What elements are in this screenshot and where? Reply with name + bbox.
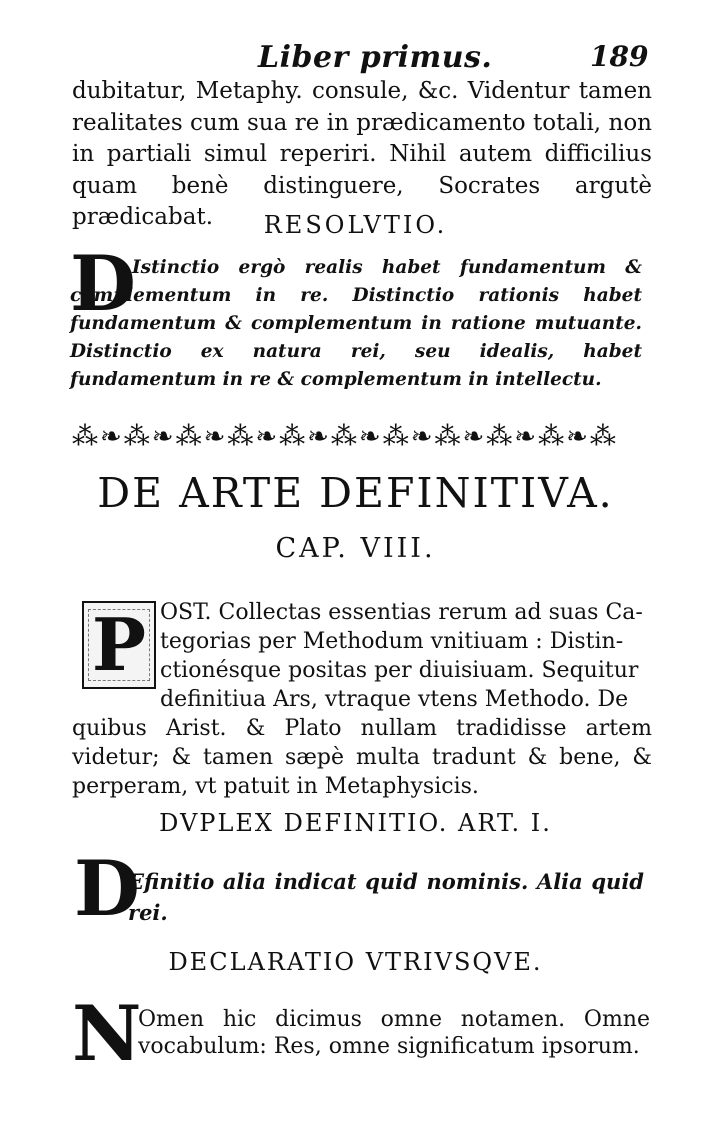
declaratio-heading: DECLARATIO VTRIVSQVE. xyxy=(168,948,543,976)
ornamental-band: ⁂❧⁂❧⁂❧⁂❧⁂❧⁂❧⁂❧⁂❧⁂❧⁂❧⁂ xyxy=(72,422,618,452)
post-line-3: ctionésque positas per diuisiuam. Sequitur xyxy=(160,658,639,683)
post-paragraph xyxy=(72,598,652,801)
drop-cap-n: N xyxy=(72,989,142,1078)
running-head-title: Liber primus. xyxy=(258,40,493,75)
drop-cap-d-2: D xyxy=(74,844,140,933)
resolutio-heading: RESOLVTIO. xyxy=(263,211,448,239)
duplex-heading: DVPLEX DEFINITIO. ART. I. xyxy=(159,809,552,837)
chapter-title: DE ARTE DEFINITIVA. xyxy=(97,469,614,517)
post-line-1: OST. Collectas essentias rerum ad suas Ca- xyxy=(160,600,643,625)
post-rest: quibus Arist. & Plato nullam tradidisse artem videtur; & tamen sæpè multa tradunt & bene, & perperam, vt patuit in Metaphysicis. xyxy=(72,716,652,799)
resolutio-text: Istinctio ergò realis habet fundamentum & complementum in re. Distinctio rationis habet fundamentum & complementum in ratione mutuante. Distinctio ex natura rei, seu idealis, habet fundamentum in re & complementum in intellectu. xyxy=(70,257,642,390)
drop-cap-d: D xyxy=(70,239,136,328)
duplex-text: Efinitio alia indicat quid nominis. Alia quid rei. xyxy=(128,869,644,925)
initial-letter-p: P xyxy=(91,602,147,687)
post-line-4: definitiua Ars, vtraque vtens Methodo. De xyxy=(160,687,629,712)
declaratio-text: Omen hic dicimus omne notamen. Omne vocabulum: Res, omne significatum ipsorum. xyxy=(138,1007,650,1059)
page-number: 189 xyxy=(590,40,649,73)
paragraph-continuation: dubitatur, Metaphy. consule, &c. Videntur tamen realitates cum sua re in prædicamento totali, non in partiali simul reperiri. Nihil autem difficilius quam benè distinguere, Socrates argutè prædicabat. xyxy=(72,78,652,230)
post-line-2: tegorias per Methodum vnitiuam : Distin- xyxy=(160,629,624,654)
chapter-number: CAP. VIII. xyxy=(275,533,436,564)
